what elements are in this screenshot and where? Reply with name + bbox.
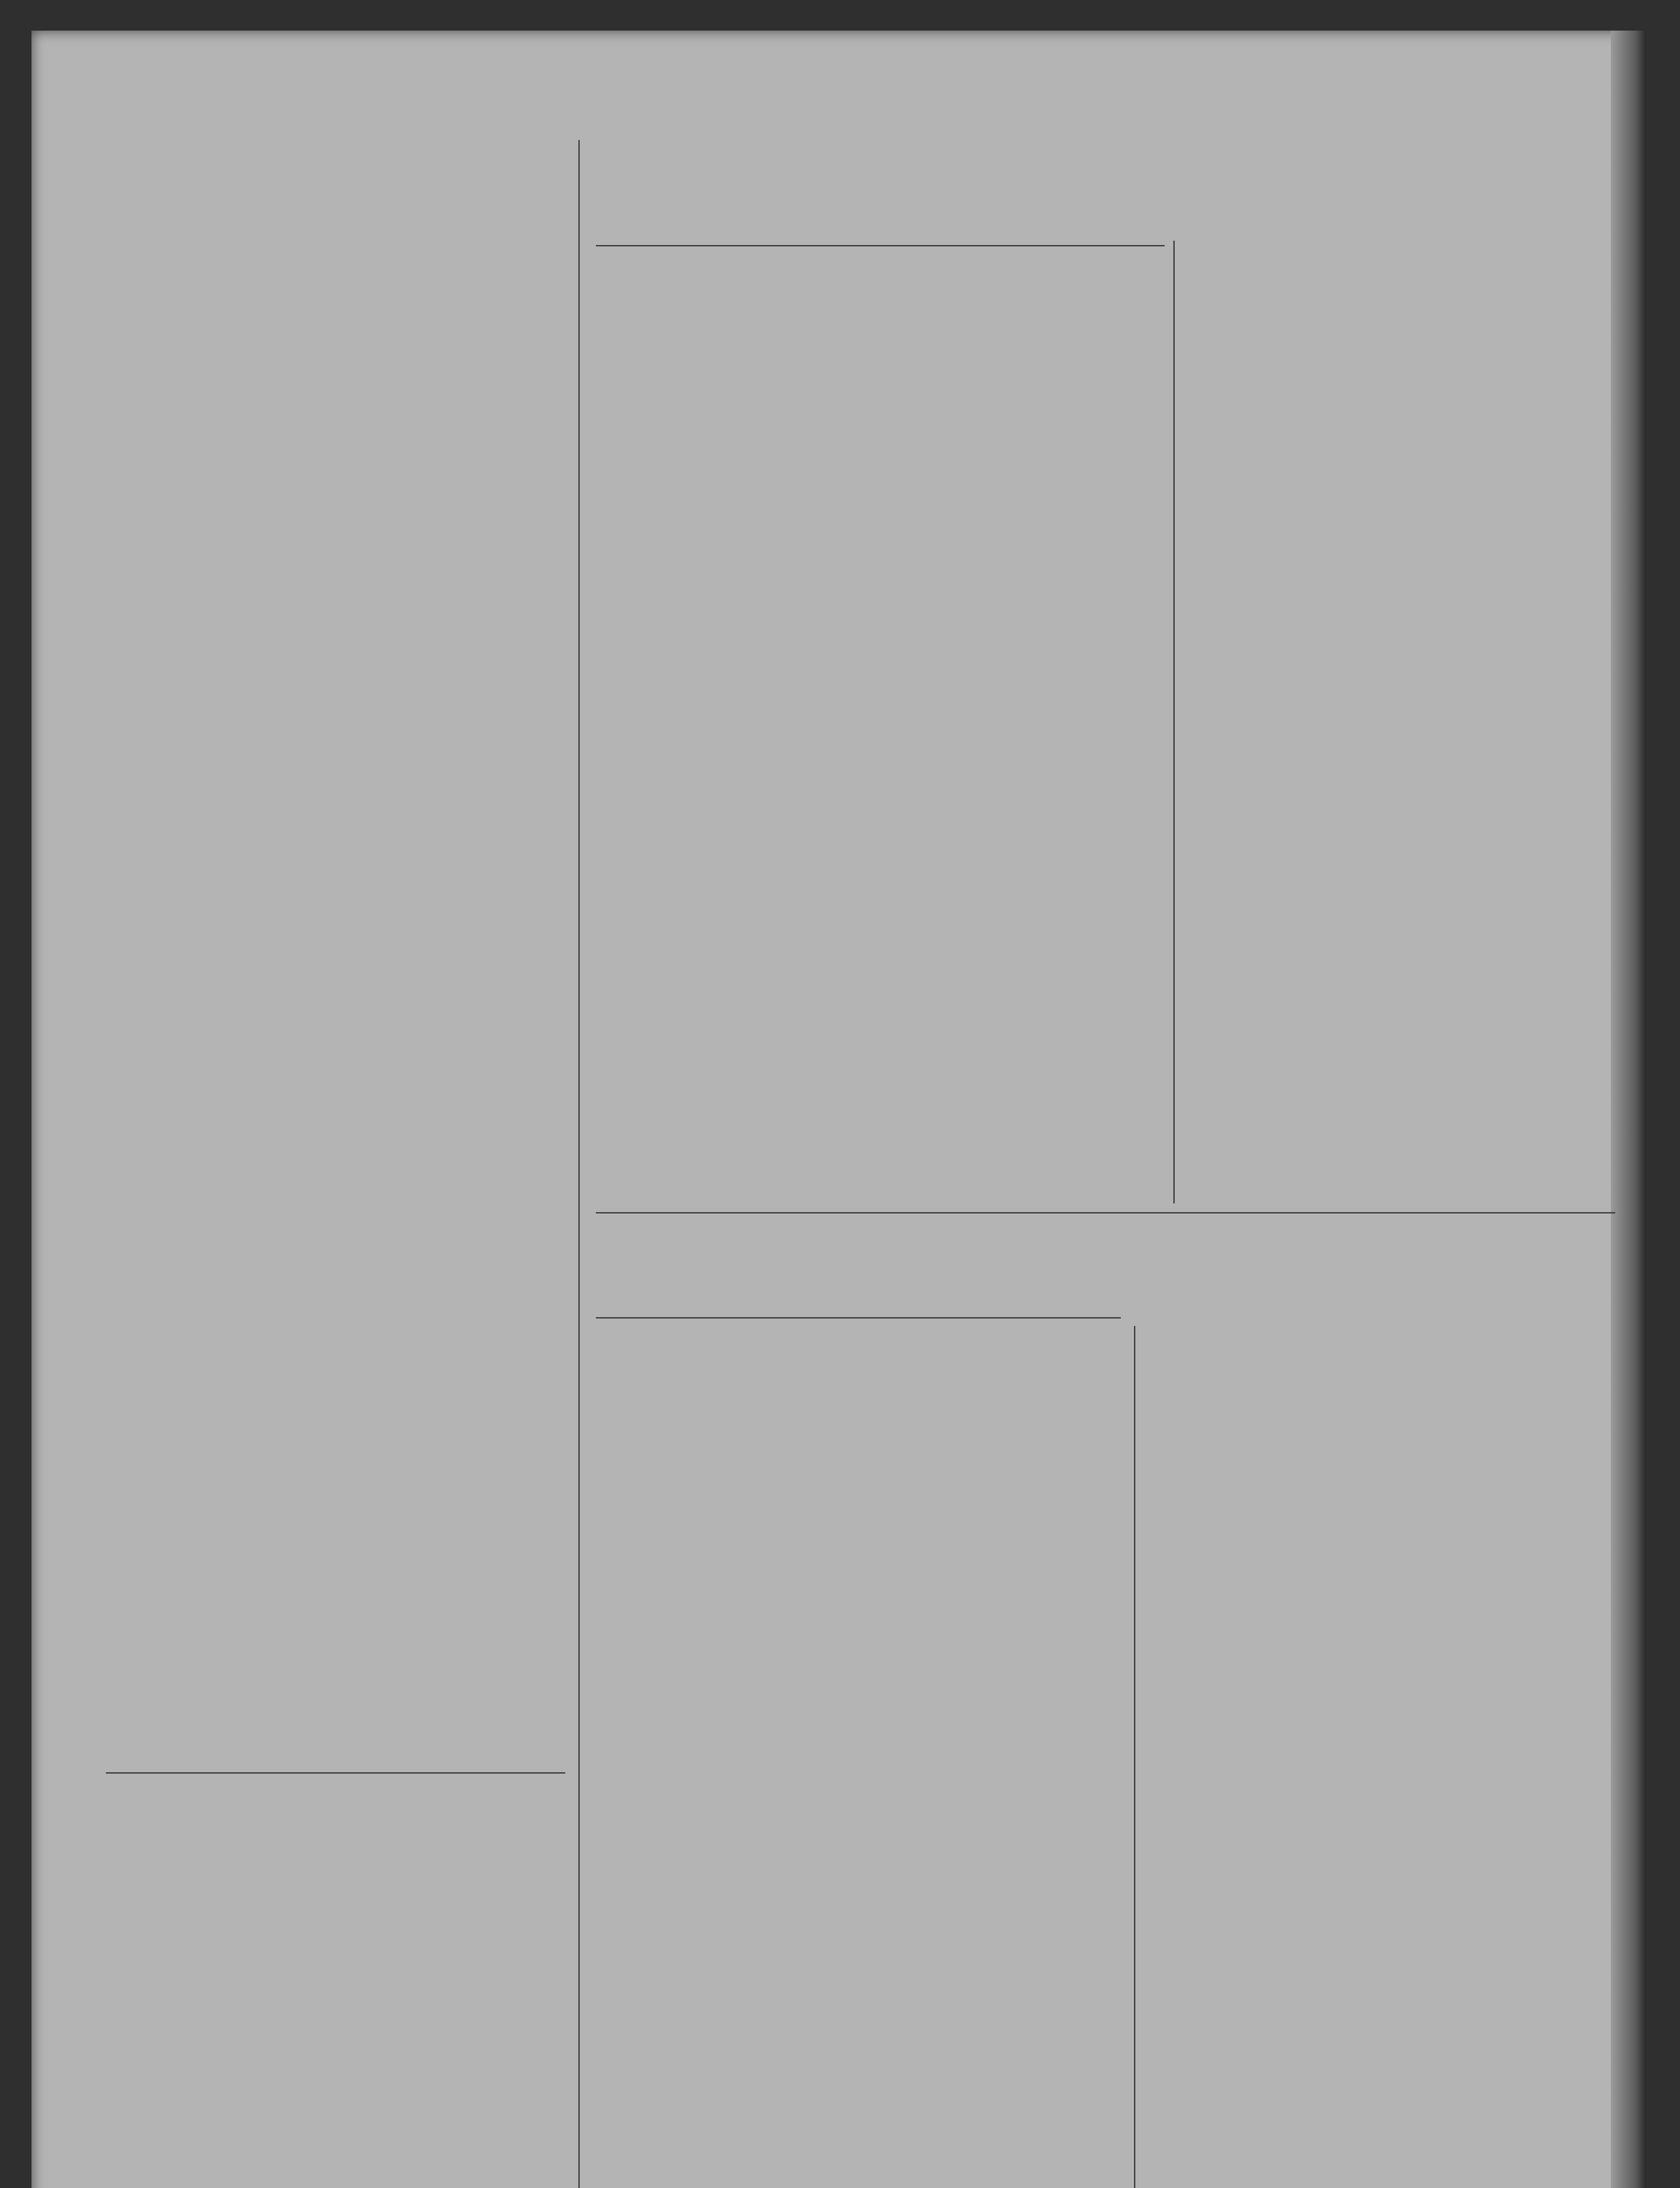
column-rule-3 [1134, 1326, 1135, 2188]
section-dateline [128, 1829, 565, 1851]
right-top-column [1186, 258, 1615, 1208]
left-section-column [106, 1864, 565, 2188]
section-title [128, 1785, 565, 1820]
bottom-article-column [596, 1392, 1121, 2188]
book-binding [1611, 31, 1646, 2188]
column-rule-2 [1173, 241, 1175, 1203]
newspaper-page [32, 31, 1646, 2188]
left-column [106, 140, 565, 1759]
masthead-rule [596, 245, 1165, 246]
section-rule [106, 1772, 565, 1774]
bottom-right-column [1147, 1326, 1615, 2188]
section-divider [596, 1212, 1615, 1213]
top-article-column [596, 328, 1165, 1203]
section-masthead [596, 162, 1165, 232]
masthead-rule-2 [596, 1317, 1121, 1318]
column-rule-1 [578, 140, 580, 2188]
section-masthead-2 [596, 1230, 1278, 1304]
